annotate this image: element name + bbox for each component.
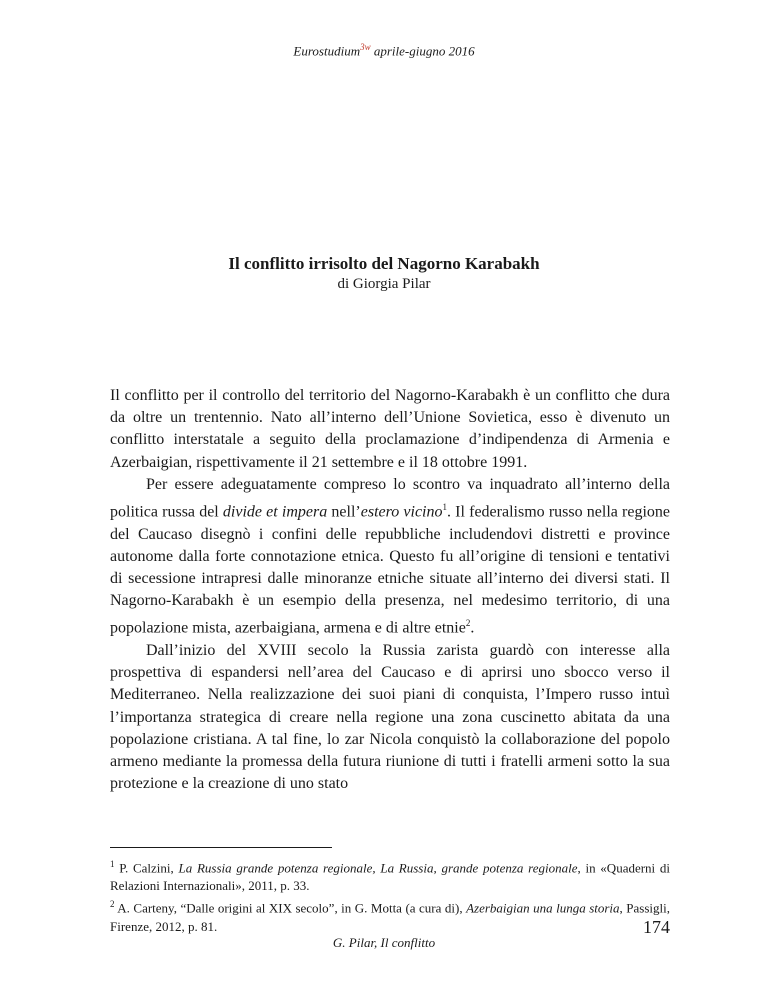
footnote-1-text-c: , in «Quaderni di Relazioni Internazionali», 2011, p. 33. (110, 860, 670, 894)
footnote-2-number: 2 (110, 899, 115, 910)
footnote-1-italic: La Russia grande potenza regionale, La Russia, grande potenza regionale (178, 860, 578, 876)
p2-text-c: nell’ (327, 503, 361, 521)
footnote-1-text-a: P. Calzini, (114, 860, 179, 876)
footnote-1 (110, 855, 670, 895)
footnote-2-text-a: A. Carteny, “Dalle origini al XIX secolo”, in G. Motta (a cura di), (114, 900, 467, 916)
article-body (110, 385, 670, 795)
running-footer: G. Pilar, Il conflitto (332, 935, 436, 950)
article-title: Il conflitto irrisolto del Nagorno Karabakh (228, 254, 540, 273)
footnote-ref-2[interactable]: 2 (465, 618, 471, 629)
paragraph-1: Il conflitto per il controllo del territorio del Nagorno-Karabakh è un conflitto che dura da oltre un trentennio. Nato all’interno dell’Unione Sovietica, esso è divenuto un conflitto interstatale a seguito della proclamazione d’indipendenza di Armenia e Azerbaigian, rispettivamente il 21 settembre e il 18 ottobre 1991. (110, 387, 670, 471)
footnote-divider (110, 847, 332, 848)
journal-issue: aprile-giugno 2016 (370, 43, 475, 59)
p2-italic-estero: estero vicino (360, 503, 443, 521)
article-author: di Giorgia Pilar (337, 276, 431, 292)
footnote-ref-1[interactable]: 1 (442, 502, 448, 513)
journal-sup: 3w (360, 42, 371, 52)
footnote-1-number: 1 (110, 859, 115, 869)
p2-text-a: Per essere adeguatamente compreso lo scontro va inquadrato all’interno della politica russa del (110, 475, 670, 521)
paragraph-3: Dall’inizio del XVIII secolo la Russia zarista guardò con interesse alla prospettiva di espandersi nell’area del Caucaso e di aprirsi uno sbocco verso il Mediterraneo. Nella realizzazione dei suoi piani di conquista, l’Impero russo intuì l’importanza strategica di creare nella regione una zona cuscinetto abitata da una popolazione cristiana. A tal fine, lo zar Nicola conquistò la collaborazione del popolo armeno mediante la promessa della futura riunione di tutti i fratelli armeni sotto la sua protezione e la creazione di uno stato (110, 641, 670, 793)
footnotes (110, 855, 670, 936)
running-header (0, 42, 768, 59)
footnote-2-italic: Azerbaigian una lunga storia (466, 900, 620, 916)
footnote-2 (110, 895, 670, 935)
p2-italic-divide: divide et impera (222, 503, 328, 521)
p2-text-f: . (470, 619, 475, 637)
journal-name: Eurostudium (293, 43, 361, 59)
paragraph-2 (110, 474, 670, 640)
footnote-2-text-c: , Passigli, Firenze, 2012, p. 81. (110, 900, 670, 934)
p2-text-e: . Il federalismo russo nella regione del Caucaso disegnò i confini delle repubbliche includendovi distretti e province autonome dalla forte connotazione etnica. Questo fu all’origine di tensioni e tentativi di secessione intrapresi dalle minoranze etniche situate all’interno dei diversi stati. Il Nagorno-Karabakh è un esempio della presenza, nel medesimo territorio, di una popolazione mista, azerbaigiana, armena e di altre etnie (110, 503, 671, 637)
page-number: 174 (643, 917, 670, 937)
